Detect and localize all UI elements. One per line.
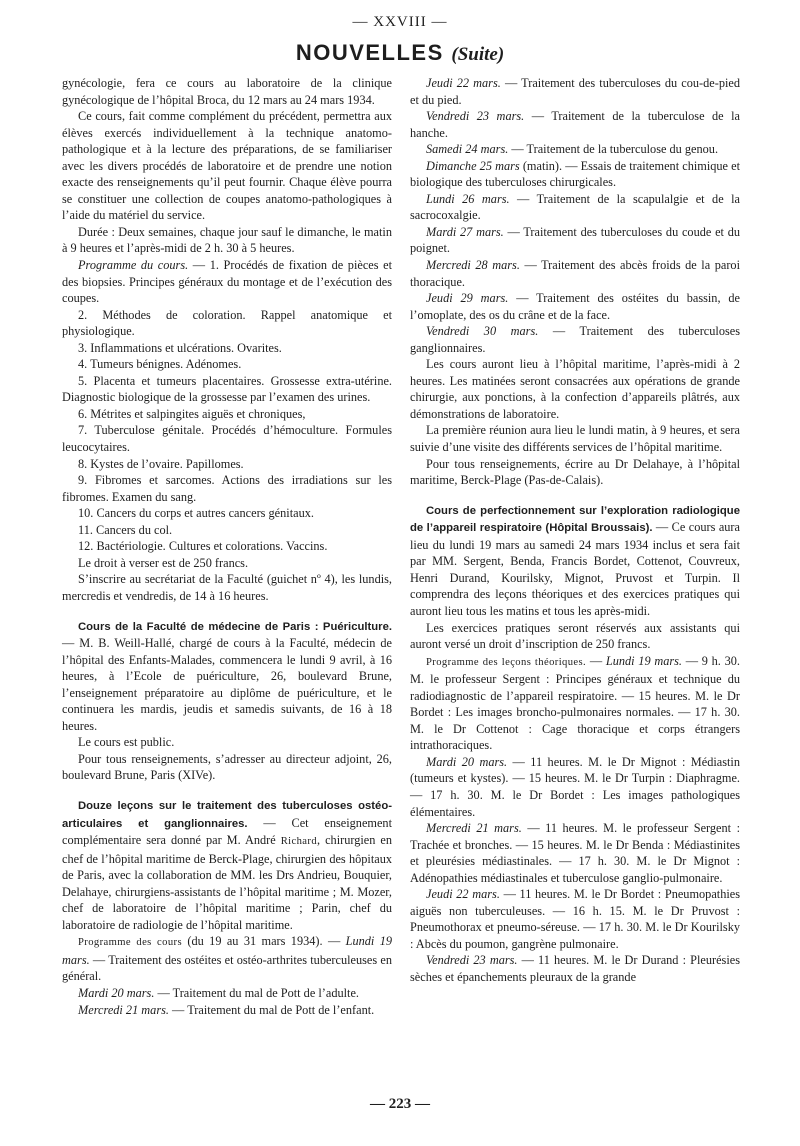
paragraph-text: — Traitement des tuberculoses ganglionnaires. bbox=[410, 324, 741, 355]
paragraph-text: — Traitement de la tuberculose de la hanche. bbox=[410, 109, 741, 140]
paragraph bbox=[62, 108, 392, 224]
paragraph bbox=[410, 502, 740, 620]
paragraph-text: 6. Métrites et salpingites aiguës et chroniques, bbox=[78, 406, 306, 421]
paragraph-text: 2. Méthodes de coloration. Rappel anatomique et physiologique. bbox=[62, 307, 392, 339]
paragraph-heading: Cours de la Faculté de médecine de Paris : Puériculture. bbox=[78, 620, 392, 633]
paragraph-date-label: Programme du cours. bbox=[78, 258, 189, 273]
paragraph bbox=[410, 456, 740, 489]
paragraph-text: — bbox=[586, 653, 606, 668]
paragraph-text: S’inscrire au secrétariat de la Faculté (guichet nº 4), les lundis, mercredis et vendredis, de 14 à 16 heures. bbox=[62, 572, 392, 603]
paragraph-text: — Traitement des ostéites du bassin, de l’omoplate, des os du crâne et de la face. bbox=[410, 291, 740, 322]
paragraph bbox=[410, 323, 740, 356]
paragraph bbox=[62, 618, 392, 735]
paragraph-text: — Traitement des ostéites et ostéo-arthrites tuberculeuses en général. bbox=[62, 952, 392, 984]
paragraph-text: 12. Bactériologie. Cultures et colorations. Vaccins. bbox=[78, 539, 328, 554]
paragraph-date-label: Mercredi 21 mars. bbox=[426, 821, 522, 836]
paragraph-text: Les exercices pratiques seront réservés aux assistants qui auront versé un droit d’inscription de 250 francs. bbox=[410, 620, 740, 652]
paragraph-text: Le cours est public. bbox=[78, 735, 175, 750]
small-caps-text: Programme des cours bbox=[78, 937, 183, 949]
paragraph bbox=[410, 820, 740, 886]
paragraph-text: — 11 heures. M. le professeur Sergent : Trachée et bronches. — 15 heures. M. le Dr Benda : Médiastinites et pleurésies médiastinales. — 17 h. 30. M. le Dr Mignot : Adénopathies médiastinales et tuberculose ganglio-pulmonaire. bbox=[410, 821, 740, 885]
paragraph-text: — Traitement des tuberculoses du coude et du poignet. bbox=[410, 224, 740, 256]
paragraph bbox=[62, 224, 392, 257]
section-title bbox=[0, 40, 800, 66]
paragraph-date-label: Jeudi 22 mars. bbox=[426, 76, 501, 90]
paragraph-text: — M. B. Weill-Hallé, chargé de cours à la Faculté, médecin de l’hôpital des Enfants-Malades, commencera le lundi 9 avril, à 16 heures, à l’Ecole de puériculture, 26, boulevard Brune, l’enseignement préparatoire au diplôme de puériculture, et le continuera les mardis, jeudis et samedis suivants, de 16 à 18 heures. bbox=[62, 636, 392, 733]
paragraph bbox=[62, 472, 392, 505]
paragraph-text: — Ce cours aura lieu du lundi 19 mars au samedi 24 mars 1934 inclus et sera fait par MM. Sergent, Benda, Francis Bordet, Cottenot, Couvreux, Henri Durand, Kourilsky, Mignot, Pruvost et Turpin. Il comprendra des leçons théoriques et des exercices pratiques qui auront lieu tous les matins et tous les après-midi. bbox=[410, 520, 740, 618]
paragraph-text: — 1. Procédés de fixation de pièces et des biopsies. Principes généraux du montage et de l’exécution des coupes. bbox=[62, 258, 393, 306]
page-roman-numeral: — XXVIII — bbox=[352, 14, 448, 30]
paragraph bbox=[410, 653, 740, 754]
paragraph-text: — 11 heures. M. le Dr Bordet : Pneumopathies aiguës non tuberculeuses. — 16 h. 15. M. le Dr Pruvost : Pneumothorax et pneumo-séreuse. — 17 h. 30. M. le Dr Kourilsky : Abcès du poumon, gangrène pulmonaire. bbox=[410, 887, 741, 951]
paragraph-text: 11. Cancers du col. bbox=[78, 522, 173, 537]
paragraph-date-label: Mardi 27 mars. bbox=[426, 224, 504, 239]
paragraph-text: — 11 heures. M. le Dr Mignot : Médiastin (tumeurs et kystes). — 15 heures. M. le Dr Turpin : Diaphragme. — 17 h. 30. M. le Dr Bordet : Les images pathologiques élémentaires. bbox=[410, 754, 740, 819]
paragraph bbox=[62, 933, 392, 985]
paragraph bbox=[410, 108, 740, 141]
paragraph bbox=[62, 340, 392, 357]
small-caps-text: Programme des leçons théoriques. bbox=[426, 656, 587, 668]
right-text-column bbox=[410, 75, 740, 986]
paragraph bbox=[410, 754, 740, 820]
paragraph bbox=[62, 571, 392, 604]
paragraph bbox=[62, 734, 392, 751]
paragraph bbox=[62, 356, 392, 373]
paragraph bbox=[410, 886, 740, 952]
section-title-suite: (Suite) bbox=[451, 44, 505, 65]
paragraph-text: — 9 h. 30. M. le professeur Sergent : Principes généraux et technique du radiodiagnostic de l’appareil respiratoire. — 15 heures. M. le Dr Bordet : Les images broncho-pulmonaires normales. — 17 h. 30. M. le Dr Cottenot : Cage thoracique et corps étrangers intrathoraciques. bbox=[410, 653, 740, 753]
paragraph-text: Ce cours, fait comme complément du précédent, permettra aux élèves exercés individuellement à la technique anatomo-pathologique et à la lecture des préparations, de se familiariser avec les divers procédés de laboratoire et de prendre une notion exacte des renseignements qu’il peut fournir. Chaque élève pourra se constituer une collection de coupes anatomo-pathologiques à l’aide du matériel du service. bbox=[62, 109, 392, 223]
paragraph-text: La première réunion aura lieu le lundi matin, à 9 heures, et sera suivie d’une visite des différents services de l’hôpital maritime. bbox=[410, 423, 740, 455]
section-title-text: NOUVELLES bbox=[295, 40, 444, 65]
paragraph bbox=[62, 522, 392, 539]
paragraph-text: , chirurgien en chef de l’hôpital maritime de Berck-Plage, chirurgien des hôpitaux de Paris, avec la collaboration de MM. les Drs Andrieu, Bouquier, Delahaye, chirurgiens-assistants de l’hôpital maritime ; M. Mozer, chef de laboratoire de l’hôpital maritime ; Parin, chef du laboratoire de radiologie de l’hôpital maritime. bbox=[62, 833, 392, 932]
paragraph-text: (du 19 au 31 mars 1934). — bbox=[182, 934, 346, 949]
paragraph bbox=[62, 406, 392, 423]
paragraph bbox=[410, 620, 740, 653]
paragraph bbox=[62, 797, 392, 933]
paragraph-heading: Douze leçons sur le traitement des tuberculoses ostéo-articulaires et ganglionnaires. bbox=[62, 799, 392, 830]
paragraph-text: 5. Placenta et tumeurs placentaires. Grossesse extra-utérine. Diagnostic biologique de la grossesse par l’examen des urines. bbox=[62, 373, 392, 405]
left-text-column bbox=[62, 75, 392, 1018]
paragraph-date-label: Mardi 20 mars. bbox=[78, 985, 155, 1000]
paragraph bbox=[62, 751, 392, 784]
paragraph bbox=[410, 422, 740, 455]
paragraph-text: 3. Inflammations et ulcérations. Ovarites. bbox=[78, 340, 282, 355]
paragraph bbox=[410, 257, 740, 290]
paragraph bbox=[62, 422, 392, 455]
paragraph-text: — Traitement du mal de Pott de l’adulte. bbox=[154, 985, 359, 1000]
paragraph-text: 8. Kystes de l’ovaire. Papillomes. bbox=[78, 456, 244, 471]
paragraph-date-label: Samedi 24 mars. bbox=[426, 142, 509, 157]
paragraph-heading: Cours de perfectionnement sur l’exploration radiologique de l’appareil respiratoire (Hôpital Broussais). bbox=[410, 504, 740, 535]
paragraph bbox=[410, 191, 740, 224]
paragraph bbox=[62, 373, 392, 406]
paragraph bbox=[410, 141, 740, 158]
paragraph-text: Pour tous renseignements, s’adresser au directeur adjoint, 26, boulevard Brune, Paris (XIVe). bbox=[62, 751, 392, 783]
paragraph-text: — Traitement de la tuberculose du genou. bbox=[508, 142, 719, 157]
paragraph bbox=[410, 224, 740, 257]
paragraph bbox=[410, 75, 740, 108]
paragraph-date-label: Lundi 26 mars. bbox=[426, 191, 510, 206]
paragraph bbox=[62, 257, 392, 307]
paragraph-text: — Traitement de la scapulalgie et de la sacrocoxalgie. bbox=[410, 191, 740, 223]
paragraph-text: 4. Tumeurs bénignes. Adénomes. bbox=[78, 357, 242, 372]
paragraph-date-label: Mercredi 21 mars. bbox=[78, 1002, 169, 1017]
paragraph-text: 10. Cancers du corps et autres cancers génitaux. bbox=[78, 506, 314, 521]
paragraph bbox=[62, 75, 392, 108]
paragraph bbox=[410, 952, 740, 985]
paragraph-date-label: Mercredi 28 mars. bbox=[426, 258, 520, 273]
paragraph bbox=[62, 555, 392, 572]
paragraph bbox=[62, 307, 392, 340]
paragraph bbox=[410, 290, 740, 323]
paragraph-text: — Traitement des abcès froids de la paroi thoracique. bbox=[410, 258, 740, 289]
paragraph-text: Les cours auront lieu à l’hôpital maritime, l’après-midi à 2 heures. Les matinées seront consacrées aux opérations de grande chirurgie, aux ponctions, à la confection d’appareils plâtrés, aux démonstrations de laboratoire. bbox=[410, 357, 740, 421]
paragraph-text: Pour tous renseignements, écrire au Dr Delahaye, à l’hôpital maritime, Berck-Plage (Pas-de-Calais). bbox=[410, 456, 740, 488]
paragraph-text: 7. Tuberculose génitale. Procédés d’hémoculture. Formules leucocytaires. bbox=[62, 423, 392, 455]
paragraph-text: Durée : Deux semaines, chaque jour sauf le dimanche, le matin à 9 heures et l’après-midi de 2 h. 30 à 5 heures. bbox=[62, 224, 392, 256]
paragraph-date-label: Lundi 19 mars. bbox=[62, 934, 393, 967]
paragraph-date-label: Lundi 19 mars. bbox=[605, 653, 683, 668]
paragraph-date-label: Vendredi 23 mars. bbox=[426, 953, 518, 968]
paragraph bbox=[62, 1002, 392, 1019]
paragraph bbox=[410, 158, 740, 191]
paragraph bbox=[62, 985, 392, 1002]
page-number: — 223 — bbox=[370, 1096, 430, 1112]
paragraph-text: (matin). — Essais de traitement chimique et biologique des tuberculoses chirurgicales. bbox=[410, 158, 740, 190]
paragraph-date-label: Mardi 20 mars. bbox=[426, 754, 508, 769]
paragraph-date-label: Jeudi 29 mars. bbox=[426, 291, 509, 306]
paragraph-text: Le droit à verser est de 250 francs. bbox=[78, 555, 249, 570]
paragraph-date-label: Dimanche 25 mars bbox=[426, 158, 520, 173]
paragraph bbox=[62, 456, 392, 473]
paragraph-text: — 11 heures. M. le Dr Durand : Pleurésies sèches et épanchements pleuraux de la grande bbox=[410, 953, 740, 984]
paragraph bbox=[62, 538, 392, 555]
paragraph-date-label: Jeudi 22 mars. bbox=[426, 887, 500, 902]
paragraph-text: gynécologie, fera ce cours au laboratoire de la clinique gynécologique de l’hôpital Broca, du 12 mars au 24 mars 1934. bbox=[62, 76, 392, 107]
paragraph-text: — Cet enseignement complémentaire sera donné par M. André bbox=[62, 815, 392, 848]
paragraph-date-label: Vendredi 30 mars. bbox=[426, 324, 539, 339]
paragraph bbox=[62, 505, 392, 522]
paragraph-date-label: Vendredi 23 mars. bbox=[426, 109, 525, 124]
paragraph-text: 9. Fibromes et sarcomes. Actions des irradiations sur les fibromes. Examen du sang. bbox=[62, 473, 392, 504]
paragraph-text: — Traitement des tuberculoses du cou-de-pied et du pied. bbox=[410, 76, 740, 107]
small-caps-text: Richard bbox=[280, 836, 318, 848]
paragraph-text: — Traitement du mal de Pott de l’enfant. bbox=[168, 1002, 375, 1017]
paragraph bbox=[410, 356, 740, 422]
